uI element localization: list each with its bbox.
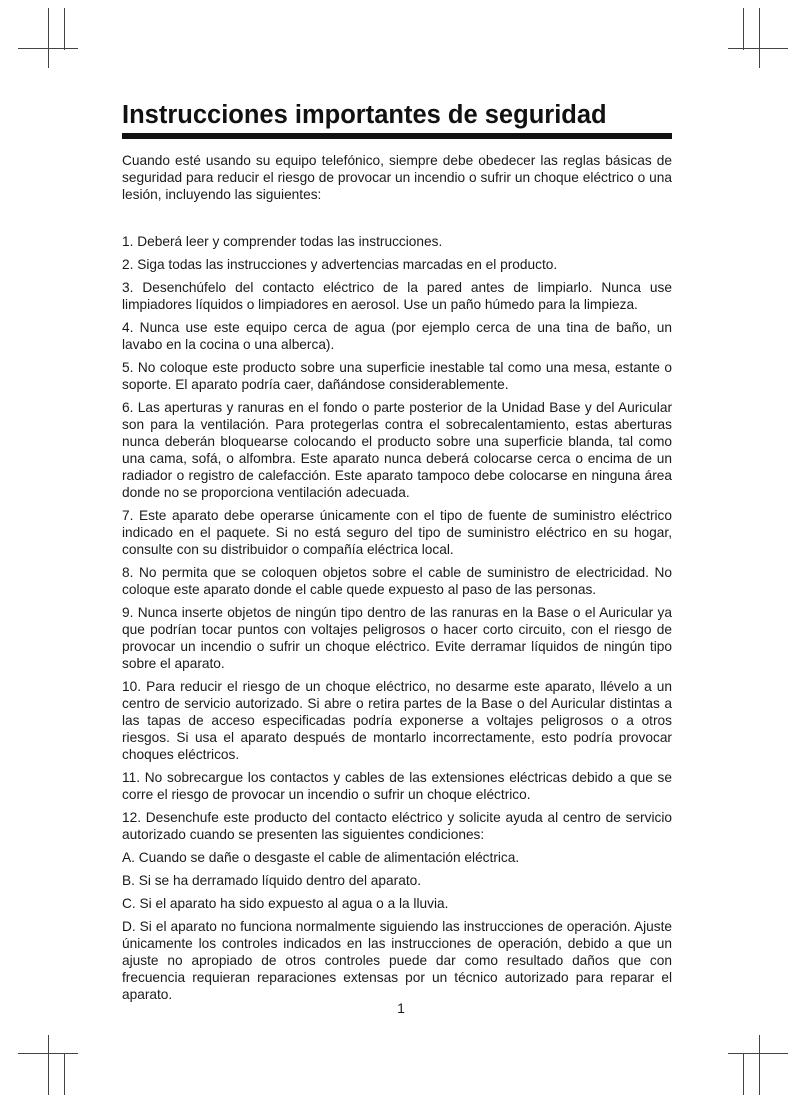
list-item: 8. No permita que se coloquen objetos sobre el cable de suministro de electricidad. No coloque este aparato donde el cable quede expuesto al paso de las personas. bbox=[122, 565, 672, 597]
crop-mark-bottom-left-v bbox=[48, 1035, 49, 1095]
list-item: C. Si el aparato ha sido expuesto al agua o a la lluvia. bbox=[122, 896, 449, 911]
list-item: 9. Nunca inserte objetos de ningún tipo dentro de las ranuras en la Base o el Auricular ya que podrían tocar puntos con voltajes peligrosos o hacer corto circuito, con el riesgo de provocar un incendio o sufrir un choque eléctrico. Evite derramar líquidos de ningún tipo sobre el aparato. bbox=[122, 605, 672, 671]
list-item: 12. Desenchufe este producto del contacto eléctrico y solicite ayuda al centro de servicio autorizado cuando se presenten las siguientes condiciones: bbox=[122, 810, 672, 842]
list-item: 5. No coloque este producto sobre una superficie inestable tal como una mesa, estante o soporte. El aparato podría caer, dañándose considerablemente. bbox=[122, 360, 672, 392]
list-item: A. Cuando se dañe o desgaste el cable de alimentación eléctrica. bbox=[122, 850, 520, 865]
list-item: 10. Para reducir el riesgo de un choque eléctrico, no desarme este aparato, llévelo a un centro de servicio autorizado. Si abre o retira partes de la Base o del Auricular distintas a las tapas de acceso especificadas podría exponerse a voltajes peligrosos o a otros riesgos. Si usa el aparato después de montarlo incorrectamente, esto podría provocar choques eléctricos. bbox=[122, 679, 672, 762]
crop-mark-bottom-right-v bbox=[759, 1035, 760, 1095]
crop-mark-top-right-v2 bbox=[743, 8, 744, 50]
crop-mark-top-right-v bbox=[759, 8, 760, 68]
title-rule bbox=[122, 133, 672, 139]
list-item: 11. No sobrecargue los contactos y cables de las extensiones eléctricas debido a que se corre el riesgo de provocar un incendio o sufrir un choque eléctrico. bbox=[122, 770, 672, 802]
list-item: 6. Las aperturas y ranuras en el fondo o parte posterior de la Unidad Base y del Auricular son para la ventilación. Para protegerlas contra el sobrecalentamiento, estas aberturas nunca deberán bloquearse colocando el producto sobre una superficie blanda, tal como una cama, sofá, o alfombra. Este aparato nunca deberá colocarse cerca o encima de un radiador o registro de calefacción. Este aparato tampoco debe colocarse en ninguna área donde no se proporciona ventilación adecuada. bbox=[122, 400, 672, 500]
instruction-list bbox=[122, 233, 672, 1003]
list-item: B. Si se ha derramado líquido dentro del aparato. bbox=[122, 873, 422, 888]
crop-mark-bottom-right-h bbox=[728, 1053, 788, 1054]
list-item: 7. Este aparato debe operarse únicamente con el tipo de fuente de suministro eléctrico indicado en el paquete. Si no está seguro del tipo de suministro eléctrico en su hogar, consulte con su distribuidor o compañía eléctrica local. bbox=[122, 508, 672, 557]
crop-mark-top-right-h bbox=[728, 48, 788, 49]
page-title: Instrucciones importantes de seguridad bbox=[122, 101, 607, 129]
list-item: 4. Nunca use este equipo cerca de agua (por ejemplo cerca de una tina de baño, un lavabo en la cocina o una alberca). bbox=[122, 320, 672, 352]
page-number bbox=[0, 1000, 808, 1016]
list-item: 1. Deberá leer y comprender todas las instrucciones. bbox=[122, 234, 443, 249]
list-item: D. Si el aparato no funciona normalmente siguiendo las instrucciones de operación. Ajuste únicamente los controles indicados en las instrucciones de operación, debido a que un ajuste no apropiado de otros controles puede dar como resultado daños que con frecuencia requieran reparaciones extensas por un técnico autorizado para reparar el aparato. bbox=[122, 919, 672, 1002]
intro-paragraph: Cuando esté usando su equipo telefónico, siempre debe obedecer las reglas básicas de seguridad para reducir el riesgo de provocar un incendio o sufrir un choque eléctrico o una lesión, incluyendo las siguientes: bbox=[122, 153, 672, 202]
page-content bbox=[122, 98, 672, 1009]
crop-mark-bottom-right-v2 bbox=[743, 1053, 744, 1095]
crop-mark-bottom-left-v2 bbox=[64, 1053, 65, 1095]
list-item: 3. Desenchúfelo del contacto eléctrico de la pared antes de limpiarlo. Nunca use limpiadores líquidos o limpiadores en aerosol. Use un paño húmedo para la limpieza. bbox=[122, 280, 672, 312]
crop-mark-top-left-v bbox=[48, 8, 49, 68]
page-number-text: 1 bbox=[397, 1000, 405, 1016]
crop-mark-top-left-v2 bbox=[64, 8, 65, 50]
list-item: 2. Siga todas las instrucciones y advertencias marcadas en el producto. bbox=[122, 257, 558, 272]
